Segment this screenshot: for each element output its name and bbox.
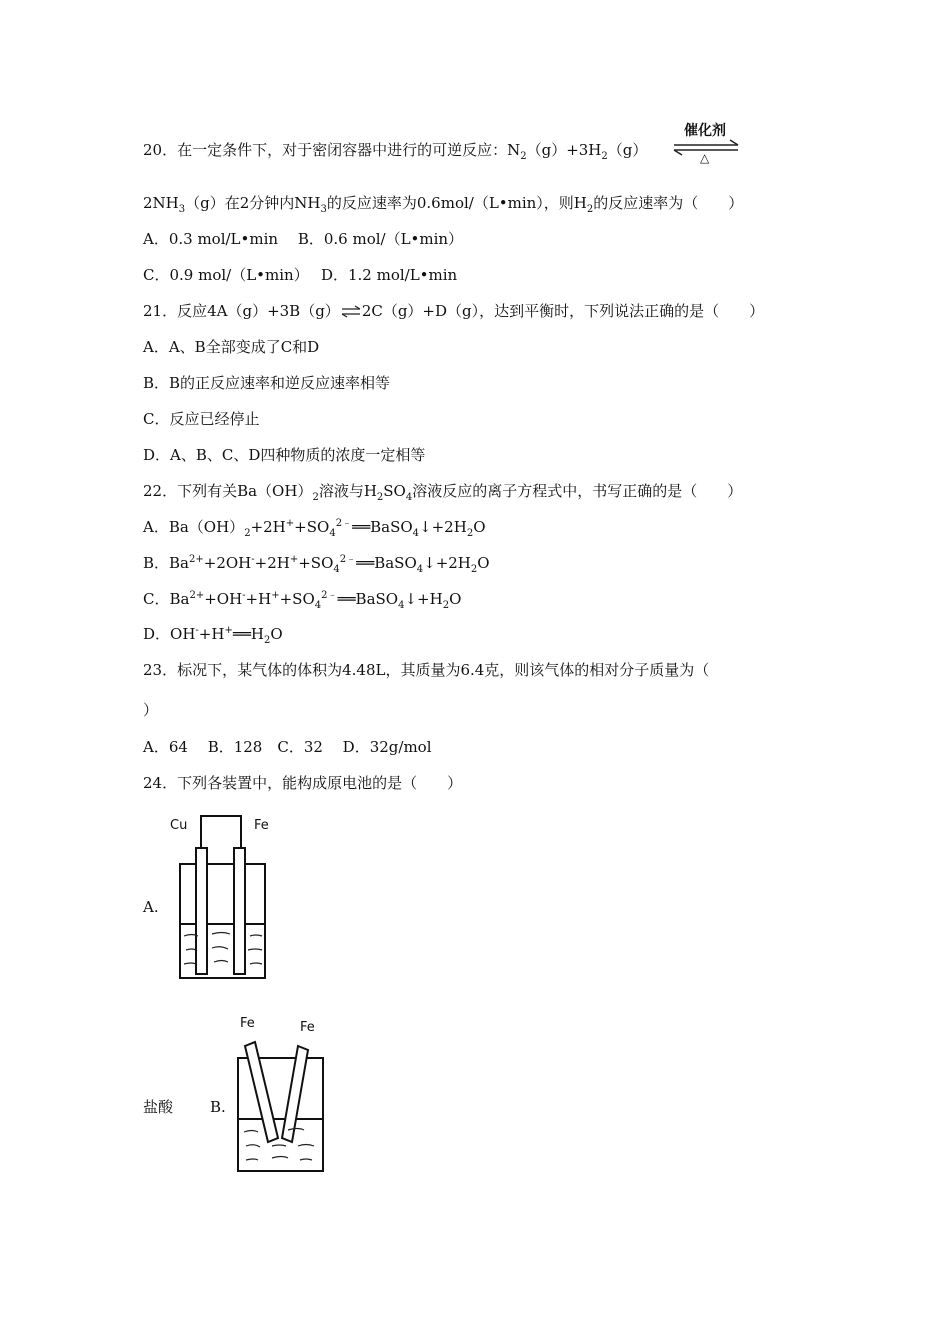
- q22-option-d: D．$OH^-+H^+══H_2O$: [143, 625, 283, 646]
- q23-options: A．64 B．128 C．32 D．32g/mol: [143, 738, 432, 756]
- q21-stem: 21．反应4A（g）+3B（g） 2C（g）+D（g），达到平衡时，下列说法正确的是（ ）: [143, 302, 765, 320]
- reversible-arrow-icon: [340, 305, 362, 319]
- q21-option-a: A．A、B全部变成了C和D: [143, 338, 320, 356]
- fig-a-right-electrode-label: Fe: [254, 818, 269, 833]
- q20-options-ab: A．0.3 mol/L•min B．0.6 mol/（L•min）: [143, 230, 464, 248]
- q21-option-b: B．B的正反应速率和逆反应速率相等: [143, 374, 391, 392]
- figure-a-cell: [168, 808, 278, 983]
- galvanic-cell-a-icon: [168, 808, 278, 983]
- q20-line2: $2NH_3(g)$在2分钟内$NH_3$的反应速率为0.6mol/（L•min），则$H_2$的反应速率为（ ）: [143, 194, 744, 215]
- catalyst-label: 催化剂: [684, 123, 726, 139]
- fig-b-label: B.: [210, 1098, 226, 1116]
- q21-option-d: D．A、B、C、D四种物质的浓度一定相等: [143, 446, 426, 464]
- q21-option-c: C．反应已经停止: [143, 410, 260, 428]
- q23-stem-end: ）: [143, 701, 159, 719]
- figure-b-cell: [232, 1012, 332, 1177]
- q24-stem: 24．下列各装置中，能构成原电池的是（ ）: [143, 774, 463, 792]
- q20-line1: 20．在一定条件下，对于密闭容器中进行的可逆反应：$N_2(g)+3H_2(g)$: [143, 141, 648, 162]
- q20-options-cd: C．0.9 mol/（L•min） D．1.2 mol/L•min: [143, 266, 458, 284]
- q22-option-a: A．$Ba(OH)_2+2H^++SO_4^{2﹣}══BaSO_4↓+2H_2O$: [143, 518, 486, 539]
- q22-option-b: B．$Ba^{2+}+2OH^-+2H^++SO_4^{2﹣}══BaSO_4↓+2H_2O$: [143, 554, 490, 575]
- catalyst-reversible-arrow: [670, 120, 742, 168]
- electrolysis-cell-b-icon: [232, 1012, 332, 1177]
- q22-option-c: C．$Ba^{2+}+OH^-+H^++SO_4^{2﹣}══BaSO_4↓+H_2O$: [143, 590, 462, 611]
- fig-b-right-electrode-label: Fe: [300, 1020, 315, 1035]
- q23-stem: 23．标况下，某气体的体积为4.48L，其质量为6.4克，则该气体的相对分子质量为（: [143, 661, 710, 679]
- fig-a-label: A.: [143, 898, 159, 916]
- heat-symbol: △: [700, 151, 710, 165]
- fig-b-side-text: 盐酸: [143, 1098, 174, 1116]
- q22-stem: 22．下列有关$Ba(OH)_2$溶液与$H_2SO_4$溶液反应的离子方程式中，书写正确的是（ ）: [143, 482, 743, 503]
- fig-b-left-electrode-label: Fe: [240, 1016, 255, 1031]
- fig-a-left-electrode-label: Cu: [170, 818, 188, 833]
